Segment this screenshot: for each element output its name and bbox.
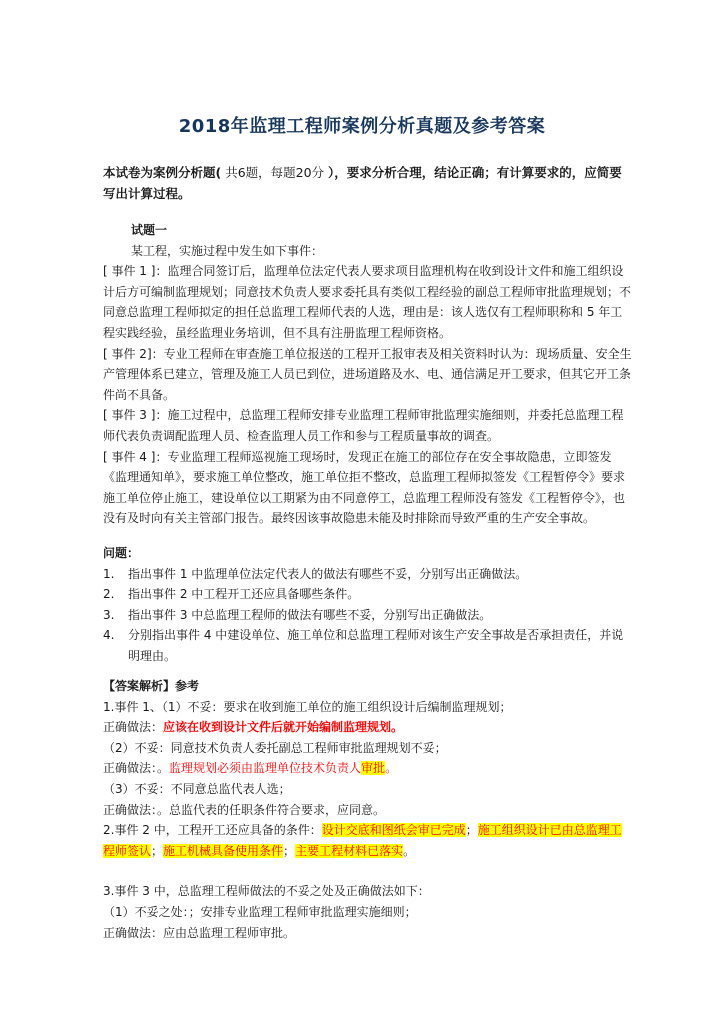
highlighted-condition: 施工机械具备使用条件 [163,843,284,858]
problem-number: 2. [103,587,115,602]
answer-3-line-2: （1）不妥之处：；安排专业监理工程师审批监理实施细则； [103,904,417,919]
question-lead: 某工程，实施过程中发生如下事件： [131,243,324,258]
question-heading: 试题一 [131,223,168,237]
problem-text: 指出事件 2 中工程开工还应具备哪些条件。 [128,587,360,602]
correct-answer-red: 应该在收到设计文件后就开始编制监理规划。 [163,720,404,735]
problem-text: 指出事件 3 中总监理工程师的做法有哪些不妥，分别写出正确做法。 [128,607,492,622]
problem-item [103,564,633,585]
answer-1-correct [103,717,633,738]
event-1: [ 事件 1 ]：监理合同签订后，监理单位法定代表人要求项目监理机构在收到设计文件和施工组织设计后方可编制监理规划；同意技术负责人要求委托具有类似工程经验的副总工程师审批监理规划；不同意总监理工程师拟定的担任总监理工程师代表的人选，理由是：该人选仅有工程师职称和 5 年工程实践经验，虽经监理业务培训，但不具有注册监理工程师资格。 [103,264,632,340]
problem-number: 4. [103,628,115,643]
event-3: [ 事件 3 ]：施工过程中，总监理工程师安排专业监理工程师审批监理实施细则，并委托总监理工程师代表负责调配监理人员、检查监理人员工作和参与工程质量事故的调查。 [103,408,624,443]
problem-item [103,625,633,666]
correct-prefix: 。 [157,761,170,776]
problem-text: 分别指出事件 4 中建设单位、施工单位和总监理工程师对该生产安全事故是否承担责任，并说明理由。 [128,628,624,663]
separator: ； [283,843,296,858]
intro-part2: 共6题，每题20分 [221,165,329,180]
answer-heading: 【答案解析】参考 [103,679,200,693]
blank-line [103,861,633,881]
page-title: 2018年监理工程师案例分析真题及参考答案 [178,116,546,137]
highlighted-condition: 设计交底和图纸会审已完成 [321,823,466,838]
separator: 。 [403,843,416,858]
question-one [103,220,633,529]
problems-heading: 问题： [103,546,140,560]
event-4: [ 事件 4 ]：专业监理工程师巡视施工现场时，发现正在施工的部位存在安全事故隐患，立即签发《监理通知单》，要求施工单位整改，施工单位拒不整改，总监理工程师拟签发《工程暂停令》要求施工单位停止施工，建设单位以工期紧为由不同意停工，总监理工程师没有签发《工程暂停令》，也没有及时向有关主管部门报告。最终因该事故隐患未能及时排除而导致严重的生产安全事故。 [103,449,626,526]
answer-2 [103,820,633,861]
answer-3-line-3: 正确做法：应由总监理工程师审批。 [103,925,296,940]
correct-suffix: 。 [385,761,398,776]
problems-section [103,543,633,667]
answer-1-line-6: 正确做法：。总监代表的任职条件符合要求，应同意。 [103,802,386,817]
problem-item [103,584,633,605]
correct-label: 正确做法： [103,720,164,735]
separator: ； [465,823,478,838]
separator: ； [151,843,164,858]
problem-number: 3. [103,607,115,622]
problem-number: 1. [103,566,115,581]
answer-3-line-1: 3.事件 3 中，总监理工程师做法的不妥之处及正确做法如下： [103,884,430,899]
answer-1-line-5: （3）不妥：不同意总监代表人选； [103,781,291,796]
problems-list [103,564,633,667]
answer-2-label: 2.事件 2 中，工程开工还应具备的条件： [103,823,322,838]
correct-label: 正确做法： [103,761,158,776]
intro-part3: ），要求分析合理，结论正确；有计算要求的，应简要写出计算过程。 [103,165,622,201]
correct-answer-red: 监理规划必须由监理单位技术负责人 [169,761,362,776]
problem-text: 指出事件 1 中监理单位法定代表人的做法有哪些不妥，分别写出正确做法。 [128,566,528,581]
intro-part1: 本试卷为案例分析题( [103,165,222,180]
exam-instructions [103,162,633,204]
highlighted-condition: 主要工程材料已落实 [295,843,404,858]
answer-1-line-3: （2）不妥：同意技术负责人委托副总工程师审批监理规划不妥； [103,740,447,755]
answer-1-line-1: 1.事件 1、（1）不妥：要求在收到施工单位的施工组织设计后编制监理规划； [103,699,512,714]
highlighted-text: 审批 [361,761,386,776]
answer-1-correct-2 [103,758,633,779]
highlighted-condition: 施工组织设计已由总监理工程师签认 [103,823,622,858]
answer-section [103,676,633,943]
problem-item [103,605,633,626]
event-2: [ 事件 2]：专业工程师在审查施工单位报送的工程开工报审表及相关资料时认为：现场质量、安全生产管理体系已建立，管理及施工人员已到位，进场道路及水、电、通信满足开工要求，但其它开工条件尚不具备。 [103,346,632,402]
